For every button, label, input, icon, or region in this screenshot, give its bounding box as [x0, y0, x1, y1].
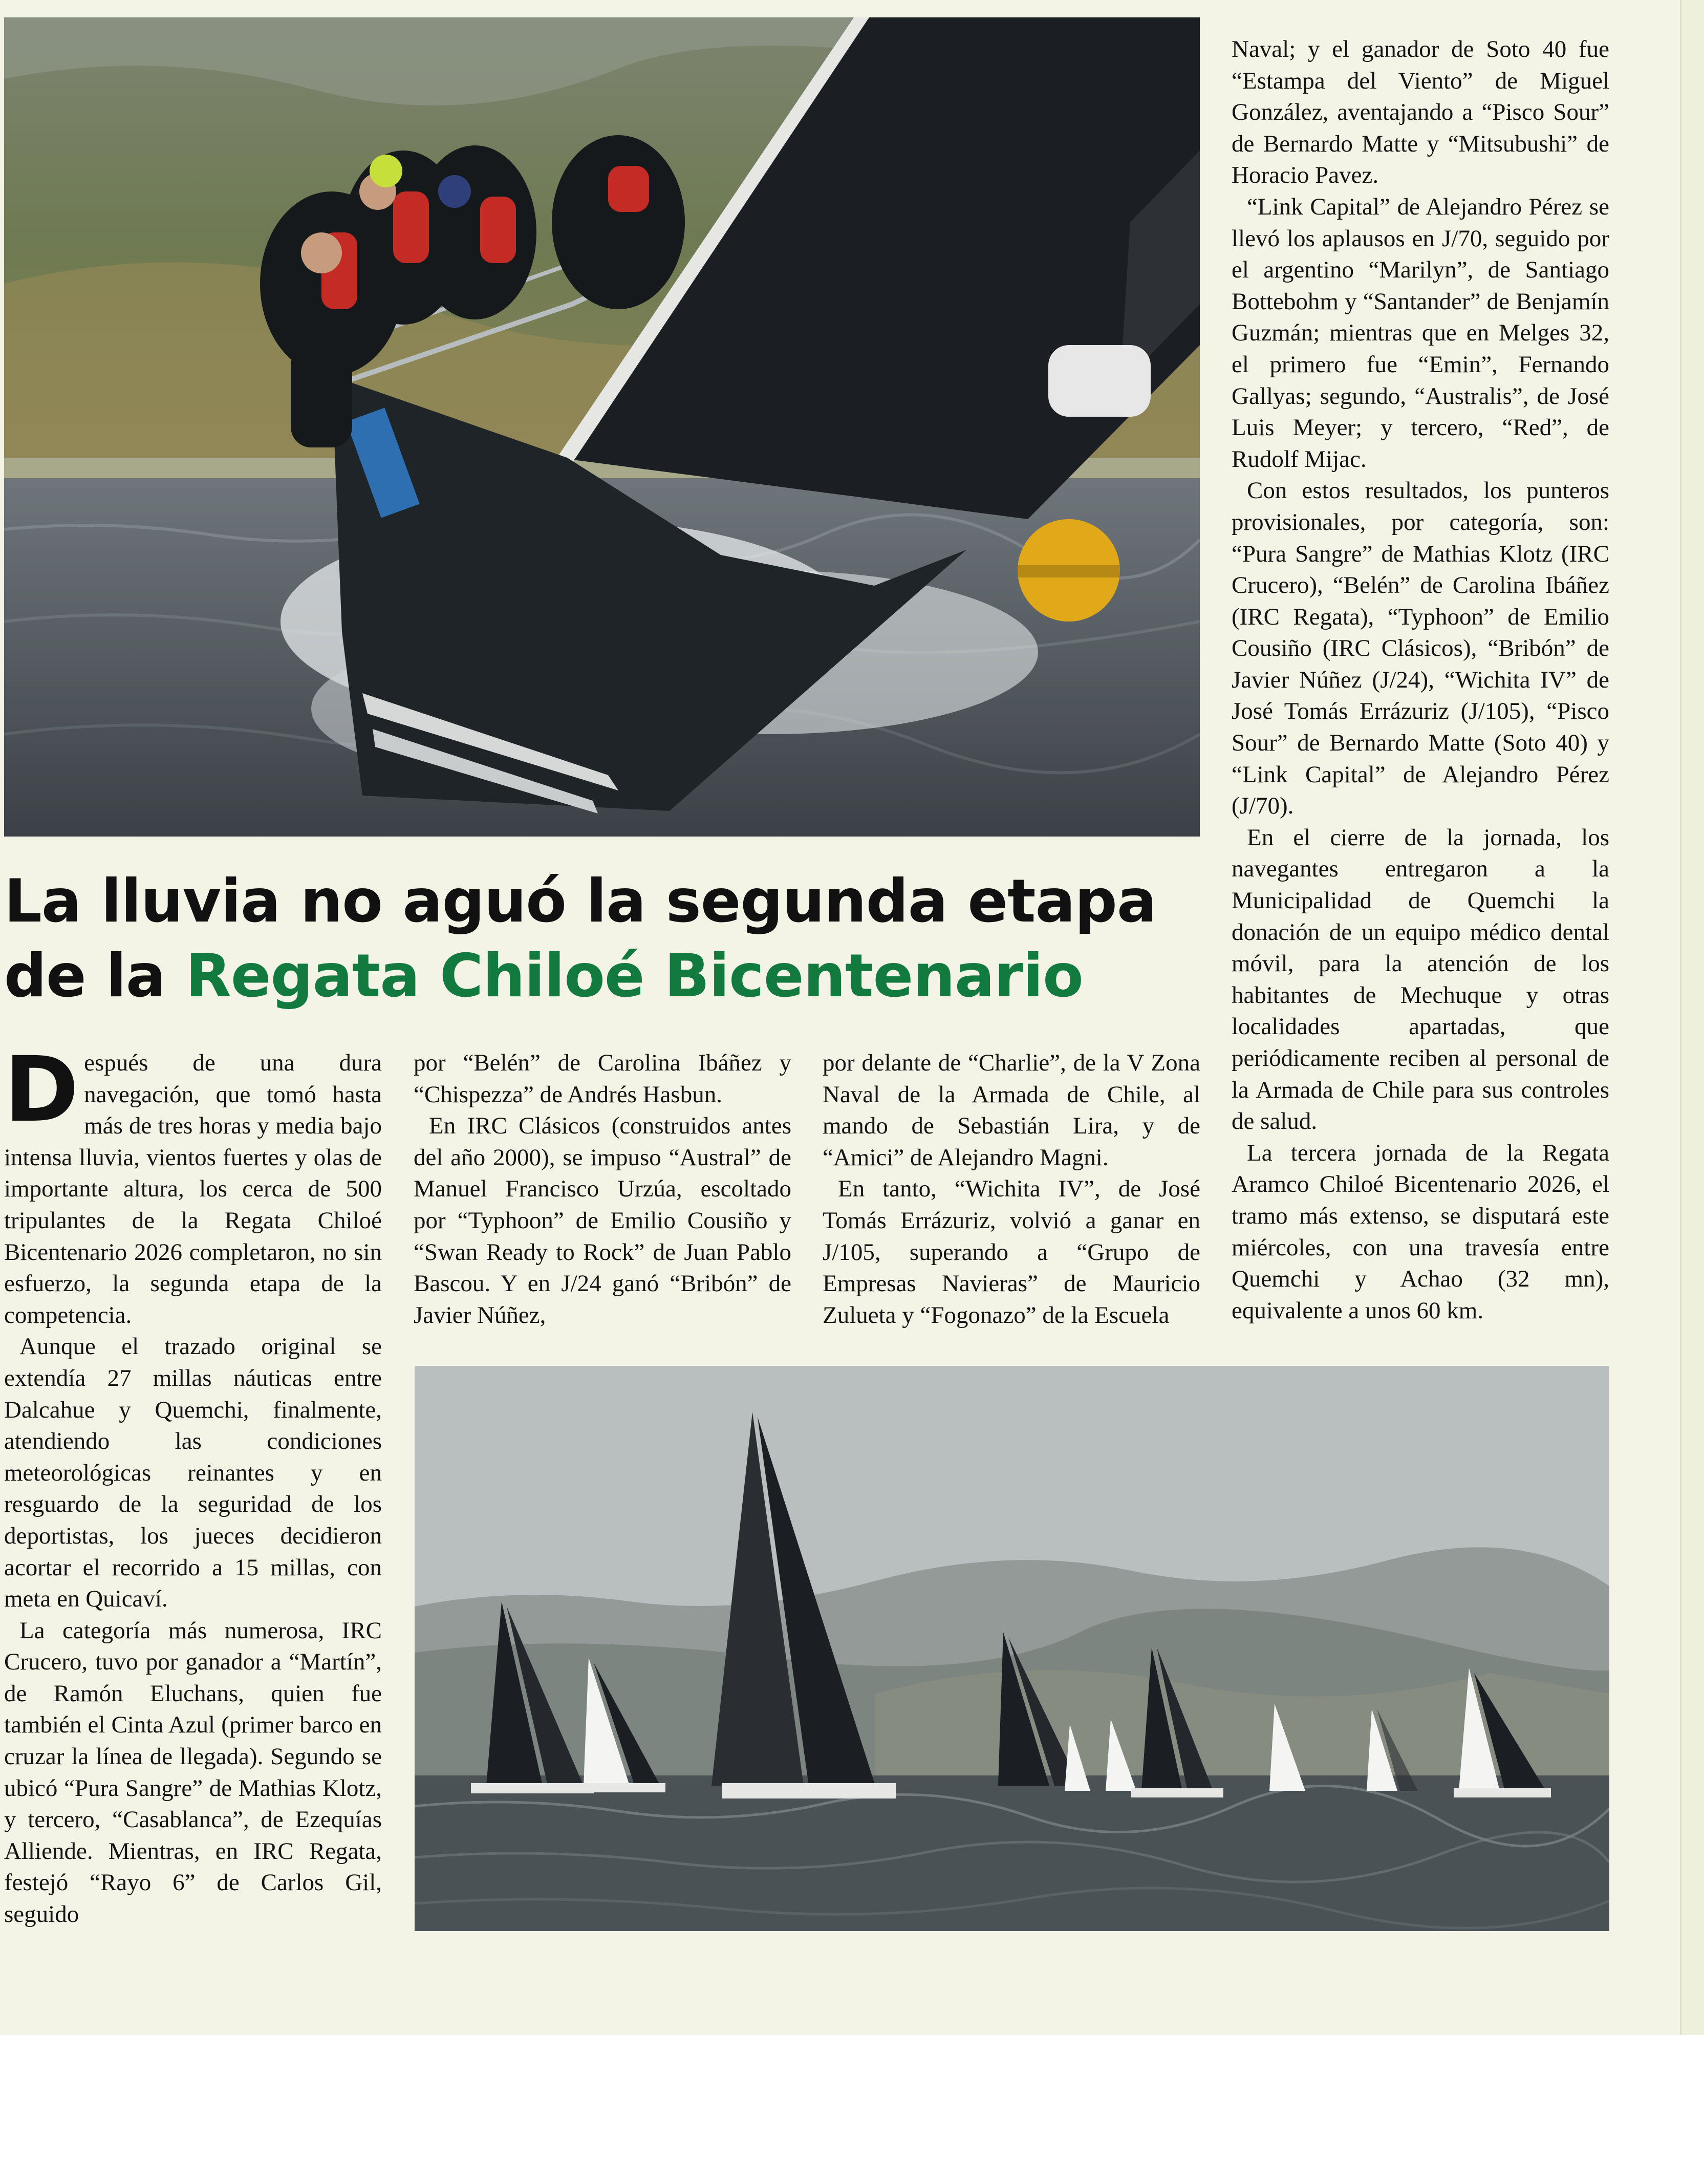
headline [4, 864, 1197, 1014]
paragraph: por delante de “Charlie”, de la V Zona Naval de la Armada de Chile, al mando de Sebastián Lira, y de “Amici” de Alejandro Magni. [823, 1050, 1200, 1171]
article-column-4 [1232, 34, 1609, 1326]
paragraph: La categoría más numerosa, IRC Crucero, tuvo por ganador a “Martín”, de Ramón Eluchans, quien fue también el Cinta Azul (primer barco en cruzar la línea de llegada). Segundo se ubicó “Pura Sangre” de Mathias Klotz, y tercero, “Casablanca”, de Ezequías Alliende. Mientras, en IRC Regata, festejó “Rayo 6” de Carlos Gil, seguido [4, 1617, 382, 1928]
paragraph: En el cierre de la jornada, los navegantes entregaron a la Municipalidad de Quemchi la donación de un equipo médico dental móvil, para la atención de los habitantes de Mechuque y otras localidades apartadas, que periódicamente reciben al personal de la Armada de Chile para sus controles de salud. [1232, 824, 1609, 1135]
paragraph-text: espués de una dura navegación, que tomó hasta más de tres horas y media bajo intensa lluvia, vientos fuertes y olas de importante altura, los cerca de 500 tripulantes de la Regata Chiloé Bicentenario 2026 completaron, no sin esfuerzo, la segunda etapa de la competencia. [4, 1050, 382, 1329]
article-column-1 [4, 1037, 382, 1931]
paragraph: En IRC Clásicos (construidos antes del año 2000), se impuso “Austral” de Manuel Francisco Urzúa, escoltado por “Typhoon” de Emilio Cousiño y “Swan Ready to Rock” de Juan Pablo Bascou. Y en J/24 ganó “Bribón” de Javier Núñez, [414, 1112, 791, 1329]
headline-line1: La lluvia no aguó la segunda etapa [4, 867, 1157, 936]
paragraph: En tanto, “Wichita IV”, de José Tomás Errázuriz, volvió a ganar en J/105, superando a “Grupo de Empresas Navieras” de Mauricio Zulueta y “Fogonazo” de la Escuela [823, 1175, 1200, 1329]
article-column-2 [414, 1047, 791, 1331]
paragraph: La tercera jornada de la Regata Aramco Chiloé Bicentenario 2026, el tramo más extenso, se disputará este miércoles, con una travesía entre Quemchi y Achao (32 mn), equivalente a unos 60 km. [1232, 1139, 1609, 1324]
paragraph: “Link Capital” de Alejandro Pérez se llevó los aplausos en J/70, seguido por el argentino “Marilyn”, de Santiago Bottebohm y “Santander” de Benjamín Guzmán; mientras que en Melges 32, el primero fue “Emin”, Fernando Gallyas; segundo, “Australis”, de José Luis Meyer; y tercero, “Red”, de Rudolf Mijac. [1232, 193, 1609, 473]
paragraph: Naval; y el ganador de Soto 40 fue “Estampa del Viento” de Miguel González, aventajando a “Pisco Sour” de Bernardo Matte y “Mitsubushi” de Horacio Pavez. [1232, 36, 1609, 189]
photo-regatta-fleet [415, 1366, 1609, 1931]
headline-line2-prefix: de la [4, 941, 186, 1011]
photo-sailboat-heeling [4, 17, 1200, 837]
dropcap: D [4, 1037, 79, 1142]
page-edge [1680, 0, 1704, 2035]
paragraph: Con estos resultados, los punteros provisionales, por categoría, son: “Pura Sangre” de Mathias Klotz (IRC Crucero), “Belén” de Carolina Ibáñez (IRC Regata), “Typhoon” de Emilio Cousiño (IRC Clásicos), “Bribón” de Javier Núñez (J/24), “Wichita IV” de José Tomás Errázuriz (J/105), “Pisco Sour” de Bernardo Matte (Soto 40) y “Link Capital” de Alejandro Pérez (J/70). [1232, 477, 1609, 820]
headline-accent: Regata Chiloé Bicentenario [185, 941, 1083, 1011]
paragraph: Aunque el trazado original se extendía 27 millas náuticas entre Dalcahue y Quemchi, finalmente, atendiendo las condiciones meteorológicas reinantes y en resguardo de la seguridad de los deportistas, los jueces decidieron acortar el recorrido a 15 millas, con meta en Quicaví. [4, 1333, 382, 1613]
article-column-3 [823, 1047, 1200, 1331]
paragraph [4, 1037, 382, 1331]
paragraph: por “Belén” de Carolina Ibáñez y “Chispezza” de Andrés Hasbun. [414, 1050, 791, 1108]
